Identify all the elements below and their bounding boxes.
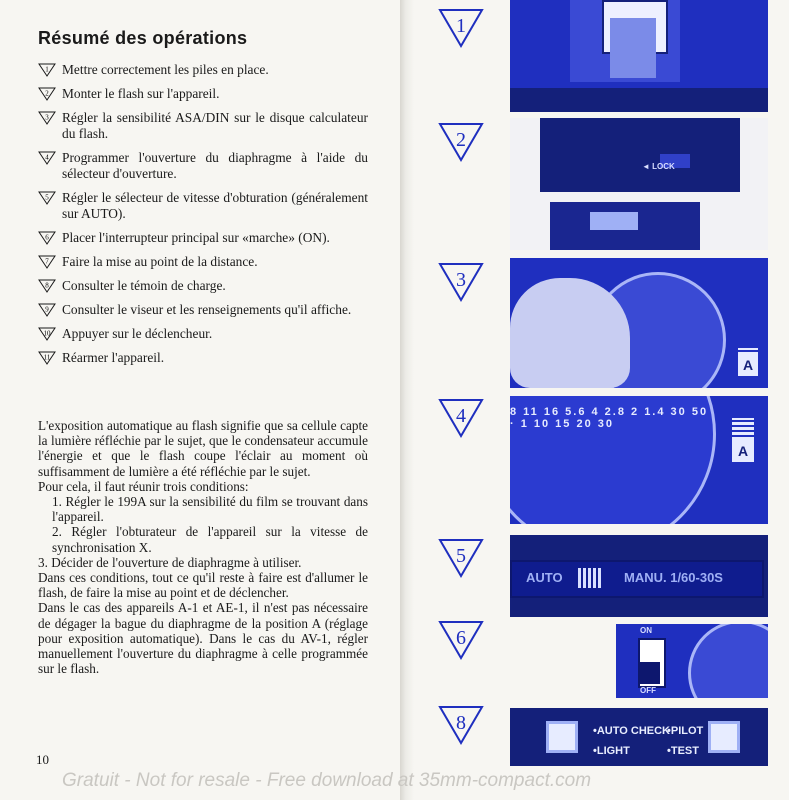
step-item xyxy=(38,150,368,182)
auto-label: A xyxy=(738,354,758,376)
step-text: Monter le flash sur l'appareil. xyxy=(62,86,220,101)
step-text: Régler la sensibilité ASA/DIN sur le disque calculateur du flash. xyxy=(62,110,368,141)
paragraph-line: 3. Décider de l'ouverture de diaphragme à utiliser. xyxy=(38,554,302,570)
photo-aperture-selector: 8 11 16 5.6 4 2.8 2 1.4 30 50 · 1 10 15 20 30 A xyxy=(510,396,768,524)
step-triangle-icon xyxy=(38,63,56,77)
page-title: Résumé des opérations xyxy=(38,28,248,48)
pilot-lamp-right xyxy=(708,721,740,753)
shutter-lcd xyxy=(510,560,764,598)
auto-check-label: •AUTO CHECK xyxy=(593,725,670,737)
step-item xyxy=(38,278,368,294)
step-number: 6 xyxy=(45,233,49,242)
step-triangle-icon xyxy=(38,279,56,293)
explanation-text xyxy=(38,418,368,676)
figure-number: 8 xyxy=(456,712,466,734)
figure-number: 2 xyxy=(456,129,466,151)
step-text: Consulter le témoin de charge. xyxy=(62,278,226,293)
step-text: Régler le sélecteur de vitesse d'obturation (généralement sur AUTO). xyxy=(62,190,368,221)
step-item xyxy=(38,62,368,78)
watermark: Gratuit - Not for resale - Free download at 35mm-compact.com xyxy=(62,770,592,791)
step-number: 2 xyxy=(45,89,49,98)
figure-triangle-3 xyxy=(438,262,484,302)
figure-number: 3 xyxy=(456,269,466,291)
photo-asa-dial xyxy=(510,258,768,388)
auto-label: A xyxy=(732,440,754,462)
step-text: Réarmer l'appareil. xyxy=(62,350,165,365)
step-item xyxy=(38,326,368,342)
photo-power-switch xyxy=(616,624,768,698)
lcd-bars xyxy=(578,568,602,588)
test-label: •TEST xyxy=(667,745,699,757)
step-number: 8 xyxy=(45,281,49,290)
figure-number: 1 xyxy=(456,15,466,37)
step-number: 7 xyxy=(45,257,49,266)
step-text: Mettre correctement les piles en place. xyxy=(62,62,269,77)
step-triangle-icon xyxy=(38,255,56,269)
pilot-lamp-left xyxy=(546,721,578,753)
paragraph-line: Pour cela, il faut réunir trois conditions: xyxy=(38,478,249,494)
lock-label: ◄ LOCK xyxy=(642,162,675,171)
paragraph-line: Dans le cas des appareils A-1 et AE-1, il n'est pas nécessaire de dégager la bague du diaphragme de la position A (réglage pour exposition automatique). Dans le cas du AV-1, régler manuellement l'ouverture du diaphragme à celle programmée sur le flash. xyxy=(38,600,368,677)
figure-triangle-5 xyxy=(438,538,484,578)
photo-flash-mount xyxy=(510,118,768,250)
figure-number: 4 xyxy=(456,405,466,427)
paragraph-line: 2. Régler l'obturateur de l'appareil sur la vitesse de synchronisation X. xyxy=(52,524,368,555)
lcd-manual: MANU. 1/60-30S xyxy=(624,570,723,585)
step-triangle-icon xyxy=(38,231,56,245)
step-triangle-icon xyxy=(38,151,56,165)
step-triangle-icon xyxy=(38,191,56,205)
paragraph-line: 1. Régler le 199A sur la sensibilité du film se trouvant dans l'appareil. xyxy=(52,494,368,525)
paragraph-line: L'exposition automatique au flash signifie que sa cellule capte la lumière réfléchie par le sujet, que le condensateur accumule l'énergie et que le flash coupe l'éclair au moment où suffisamment de lumière a été réfléchie par le sujet. xyxy=(38,418,368,479)
figure-number: 6 xyxy=(456,627,466,649)
step-number: 11 xyxy=(43,353,51,362)
lcd-auto: AUTO xyxy=(526,570,563,585)
pilot-label: •PILOT xyxy=(667,725,704,737)
step-item xyxy=(38,302,368,318)
step-number: 3 xyxy=(45,113,49,122)
on-label: ON xyxy=(640,626,652,635)
step-number: 9 xyxy=(45,305,49,314)
step-item xyxy=(38,230,368,246)
page-number: 10 xyxy=(36,752,49,767)
figure-triangle-1 xyxy=(438,8,484,48)
step-triangle-icon xyxy=(38,303,56,317)
step-text: Programmer l'ouverture du diaphragme à l'aide du sélecteur d'ouverture. xyxy=(62,150,368,181)
figure-number: 5 xyxy=(456,545,466,567)
steps-list xyxy=(38,62,368,374)
step-triangle-icon xyxy=(38,87,56,101)
figure-triangle-4 xyxy=(438,398,484,438)
step-triangle-icon xyxy=(38,351,56,365)
step-number: 10 xyxy=(43,329,51,338)
step-triangle-icon xyxy=(38,327,56,341)
step-text: Consulter le viseur et les renseignements qu'il affiche. xyxy=(62,302,352,317)
step-text: Faire la mise au point de la distance. xyxy=(62,254,258,269)
step-text: Appuyer sur le déclencheur. xyxy=(62,326,213,341)
indicator-labels xyxy=(593,719,703,761)
paragraph-line: Dans ces conditions, tout ce qu'il reste à faire est d'allumer le flash, de faire la mise au point et de déclencher. xyxy=(38,570,368,601)
step-item xyxy=(38,110,368,142)
off-label: OFF xyxy=(640,686,656,695)
step-item xyxy=(38,254,368,270)
step-number: 4 xyxy=(45,153,49,162)
step-item xyxy=(38,190,368,222)
step-number: 1 xyxy=(45,65,49,74)
figure-triangle-8 xyxy=(438,705,484,745)
figure-triangle-2 xyxy=(438,122,484,162)
step-number: 5 xyxy=(45,193,49,202)
step-triangle-icon xyxy=(38,111,56,125)
photo-battery-insertion xyxy=(510,0,768,112)
figure-triangle-6 xyxy=(438,620,484,660)
step-item xyxy=(38,350,368,366)
page-fold xyxy=(400,0,414,800)
step-text: Placer l'interrupteur principal sur «marche» (ON). xyxy=(62,230,330,245)
light-label: •LIGHT xyxy=(593,745,630,757)
step-item xyxy=(38,86,368,102)
